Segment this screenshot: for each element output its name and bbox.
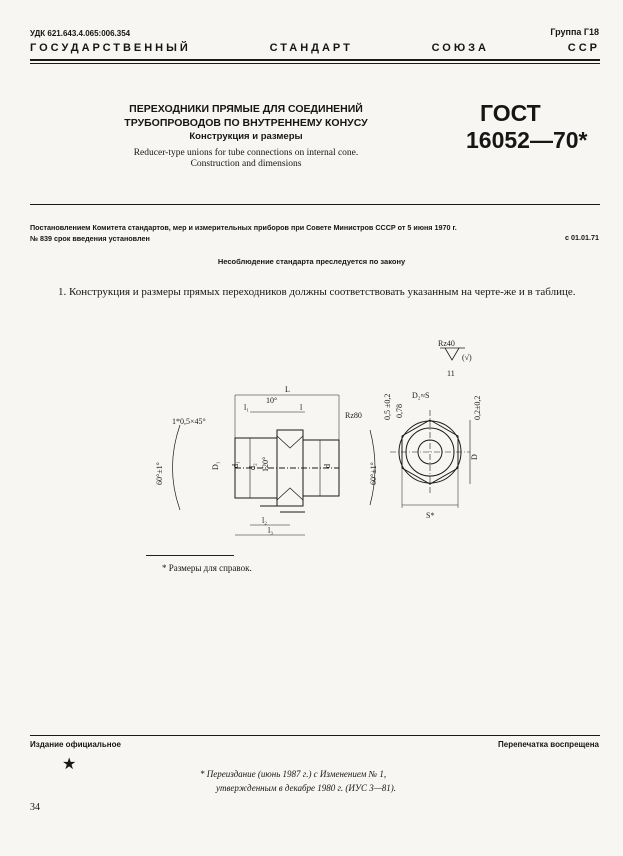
- footnote: * Размеры для справок.: [162, 563, 252, 573]
- dim-D2: D₂≈S: [412, 391, 430, 400]
- header-word: ГОСУДАРСТВЕННЫЙ: [30, 42, 191, 54]
- reprint-prohibited: Перепечатка воспрещена: [498, 740, 599, 749]
- standard-header: [30, 42, 600, 54]
- header-word: СТАНДАРТ: [269, 42, 353, 54]
- angle-120: 120°: [261, 456, 270, 472]
- dim-l1: l₁: [244, 403, 250, 412]
- penalty-notice: Несоблюдение стандарта преследуется по закону: [217, 257, 406, 266]
- gost-number: 16052—70*: [466, 127, 588, 153]
- technical-drawing: [140, 340, 490, 540]
- header-word: ССР: [567, 42, 600, 54]
- dim-l2: l₂: [262, 516, 268, 525]
- chamfer-label: 1*0,5×45°: [172, 417, 206, 426]
- group-code: Группа Г18: [550, 27, 599, 37]
- rz80-label: Rz80: [345, 411, 362, 420]
- roughness-label: Rz40: [438, 340, 455, 348]
- header-rule: [30, 59, 600, 61]
- reissue-note: * Переиздание (июнь 1987 г.) с Изменением № 1, утвержденным в декабре 1980 г. (ИУС 3—81).: [200, 769, 396, 793]
- clause-1: 1. Конструкция и размеры прямых переходников должны соответствовать указанным на черте-же и в таблице.: [58, 286, 576, 298]
- document-title-ru: ПЕРЕХОДНИКИ ПРЯМЫЕ ДЛЯ СОЕДИНЕНИЙ ТРУБОПРОВОДОВ ПО ВНУТРЕННЕМУ КОНУСУ: [124, 103, 368, 129]
- gost-label: ГОСТ: [480, 100, 541, 126]
- dim-d2: d₂: [248, 463, 257, 470]
- dim-11: 11: [447, 369, 455, 378]
- page-number: 34: [30, 802, 40, 813]
- footnote-rule: [146, 555, 234, 556]
- dim-D: D: [470, 454, 479, 460]
- angle-10: 10°: [266, 396, 278, 405]
- footer-rule: [30, 735, 600, 736]
- effective-date: с 01.01.71: [565, 233, 599, 242]
- document-subtitle-ru: Конструкция и размеры: [189, 131, 303, 142]
- dim-D1: D₁: [211, 461, 220, 470]
- dim-d: d: [323, 464, 332, 468]
- decree-text: Постановлением Комитета стандартов, мер и измерительных приборов при Совете Министров СССР от 5 июня 1970 г. № 839 срок введения установлен: [30, 223, 457, 243]
- dim-d1: d₁: [231, 461, 240, 468]
- dim-S: S*: [426, 511, 435, 520]
- tol-05: 0,5 ±0,2: [383, 393, 392, 420]
- official-edition: Издание официальное: [30, 740, 121, 749]
- dim-l3: l₃: [268, 526, 274, 535]
- document-title-en: Reducer-type unions for tube connections on internal cone. Construction and dimensions: [133, 148, 359, 169]
- dim-l: l: [300, 403, 303, 412]
- header-word: СОЮЗА: [431, 42, 489, 54]
- title-rule: [30, 204, 600, 205]
- roughness-tail: (√): [462, 353, 472, 362]
- tol-078: 0,78: [395, 404, 404, 418]
- angle-60-right: 60°±1°: [369, 462, 378, 485]
- dim-L: L: [285, 385, 290, 394]
- angle-60-left: 60°±1°: [155, 462, 164, 485]
- star-icon: ★: [62, 756, 77, 773]
- header-rule-thin: [30, 63, 600, 64]
- tol-02: 0,2±0,2: [473, 395, 482, 420]
- udk-code: УДК 621.643.4.065:006.354: [30, 29, 131, 38]
